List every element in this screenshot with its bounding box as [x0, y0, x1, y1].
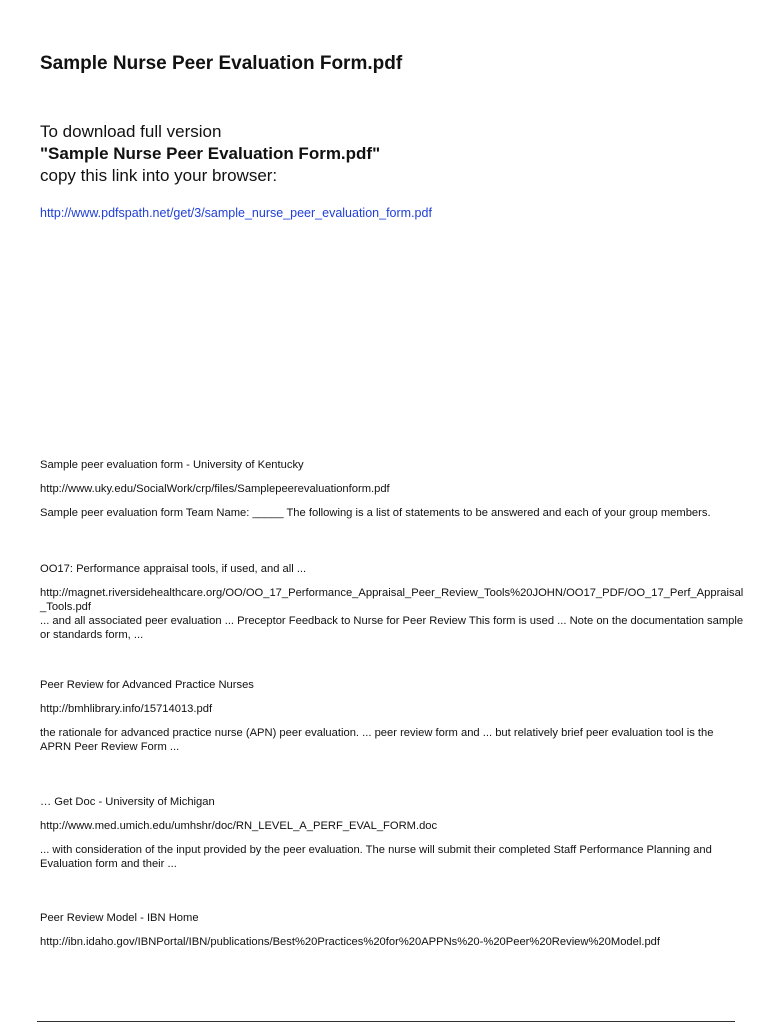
download-link[interactable]: http://www.pdfspath.net/get/3/sample_nurse_peer_evaluation_form.pdf — [40, 206, 432, 220]
result-url[interactable]: http://magnet.riversidehealthcare.org/OO/OO_17_Performance_Appraisal_Peer_Review_Tools%20JOHN/OO17_PDF/OO_17_Perf_Appraisal_Tools.pdf — [40, 587, 744, 613]
search-result — [40, 911, 745, 949]
search-result — [40, 458, 745, 520]
result-snippet: ... and all associated peer evaluation ... Preceptor Feedback to Nurse for Peer Review This form is used ... Note on the documentation sample or standards form, ... — [40, 615, 744, 641]
result-title[interactable]: … Get Doc - University of Michigan — [40, 796, 215, 808]
result-url[interactable]: http://ibn.idaho.gov/IBNPortal/IBN/publications/Best%20Practices%20for%20APPNs%20-%20Peer%20Review%20Model.pdf — [40, 936, 660, 948]
result-snippet: the rationale for advanced practice nurse (APN) peer evaluation. ... peer review form and ... but relatively brief peer evaluation tool is the APRN Peer Review Form ... — [40, 727, 714, 753]
search-result — [40, 562, 745, 642]
result-snippet: Sample peer evaluation form Team Name: _____ The following is a list of statements to be answered and each of your group members. — [40, 507, 711, 519]
download-filename: "Sample Nurse Peer Evaluation Form.pdf" — [40, 144, 381, 163]
download-instruction: copy this link into your browser: — [40, 166, 278, 185]
search-result — [40, 795, 745, 871]
search-result — [40, 678, 745, 754]
page-title: Sample Nurse Peer Evaluation Form.pdf — [40, 53, 403, 74]
result-title[interactable]: Sample peer evaluation form - University of Kentucky — [40, 459, 304, 471]
result-title[interactable]: Peer Review Model - IBN Home — [40, 912, 199, 924]
result-snippet: ... with consideration of the input provided by the peer evaluation. The nurse will submit their completed Staff Performance Planning and Evaluation form and their ... — [40, 844, 712, 870]
footer-divider — [37, 1021, 735, 1022]
download-instructions — [40, 121, 380, 187]
download-intro: To download full version — [40, 122, 222, 141]
result-title[interactable]: Peer Review for Advanced Practice Nurses — [40, 679, 254, 691]
result-title[interactable]: OO17: Performance appraisal tools, if used, and all ... — [40, 563, 307, 575]
result-url[interactable]: http://www.uky.edu/SocialWork/crp/files/Samplepeerevaluationform.pdf — [40, 483, 390, 495]
result-url[interactable]: http://bmhlibrary.info/15714013.pdf — [40, 703, 213, 715]
result-url[interactable]: http://www.med.umich.edu/umhshr/doc/RN_LEVEL_A_PERF_EVAL_FORM.doc — [40, 820, 438, 832]
